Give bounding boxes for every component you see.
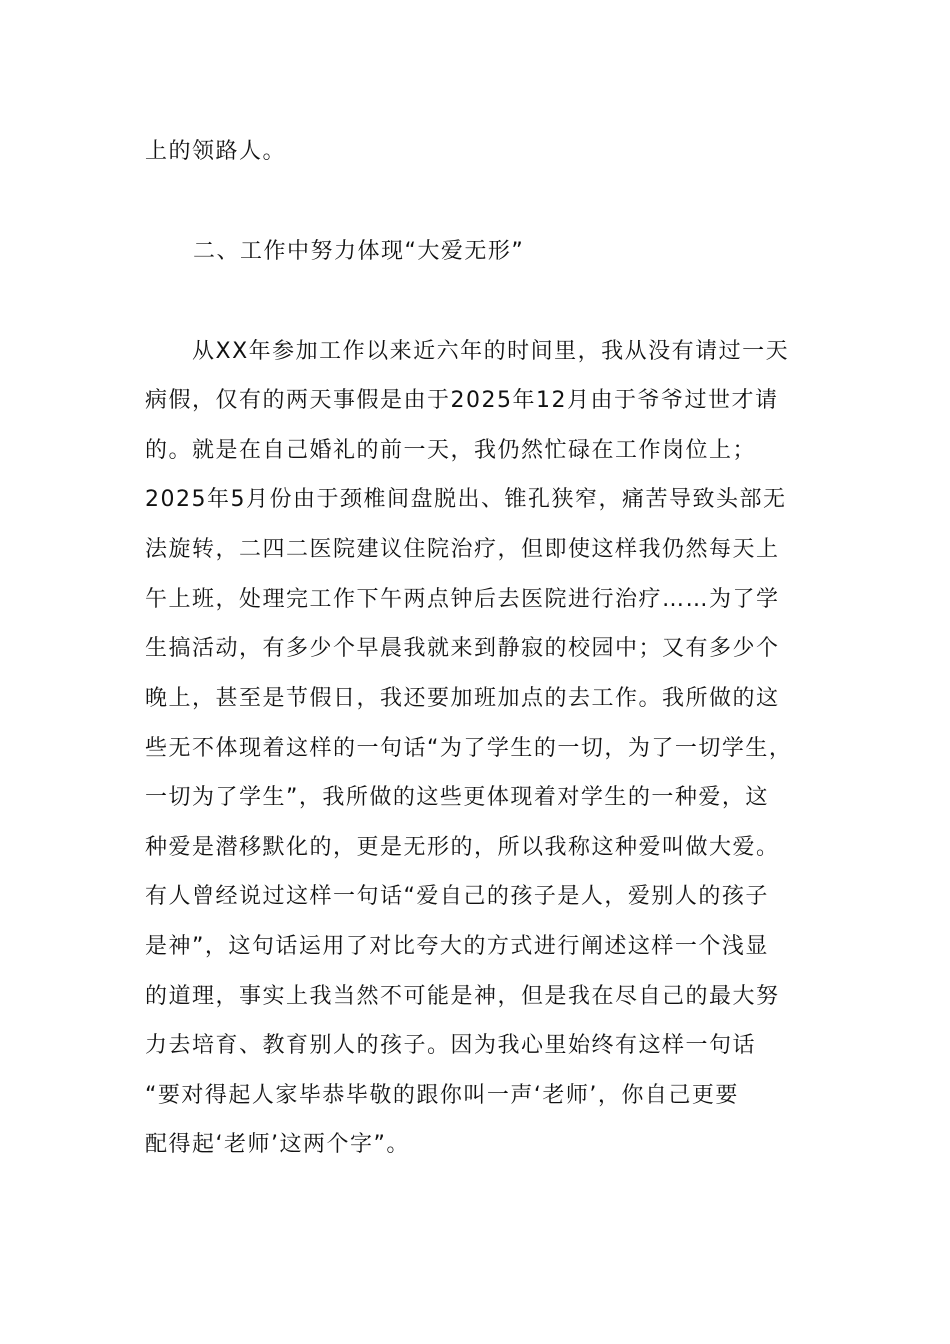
paragraph-line: 力去培育、教育别人的孩子。因为我心里始终有这样一句话 [145, 1033, 757, 1058]
paragraph-line: 的道理，事实上我当然不可能是神，但是我在尽自己的最大努 [145, 984, 780, 1009]
paragraph-line: 是神”，这句话运用了对比夸大的方式进行阐述这样一个浅显 [145, 934, 769, 959]
section-heading: 二、工作中努力体现“大爱无形” [193, 239, 525, 264]
paragraph-line: 有人曾经说过这样一句话“爱自己的孩子是人，爱别人的孩子 [145, 884, 769, 909]
paragraph-line: 晚上，甚至是节假日，我还要加班加点的去工作。我所做的这 [145, 686, 780, 711]
paragraph-line: 些无不体现着这样的一句话“为了学生的一切，为了一切学生， [145, 736, 793, 761]
paragraph-line: 病假，仅有的两天事假是由于2025年12月由于爷爷过世才请 [145, 388, 779, 413]
paragraph-line: “要对得起人家毕恭毕敬的跟你叫一声‘老师’，你自己更要 [145, 1083, 739, 1108]
paragraph-line: 法旋转，二四二医院建议住院治疗，但即使这样我仍然每天上 [145, 537, 780, 562]
paragraph-line: 的。就是在自己婚礼的前一天，我仍然忙碌在工作岗位上； [145, 438, 757, 463]
paragraph-line: 配得起‘老师’这两个字”。 [145, 1132, 410, 1157]
paragraph-line: 从XX年参加工作以来近六年的时间里，我从没有请过一天 [145, 339, 790, 364]
paragraph-line: 一切为了学生”，我所做的这些更体现着对学生的一种爱，这 [145, 785, 769, 810]
paragraph-line: 2025年5月份由于颈椎间盘脱出、锥孔狭窄，痛苦导致头部无 [145, 487, 787, 512]
paragraph-line: 午上班，处理完工作下午两点钟后去医院进行治疗……为了学 [145, 587, 780, 612]
paragraph-line: 生搞活动，有多少个早晨我就来到静寂的校园中；又有多少个 [145, 636, 780, 661]
paragraph-line: 种爱是潜移默化的，更是无形的，所以我称这种爱叫做大爱。 [145, 835, 780, 860]
continuation-line: 上的领路人。 [145, 139, 287, 164]
